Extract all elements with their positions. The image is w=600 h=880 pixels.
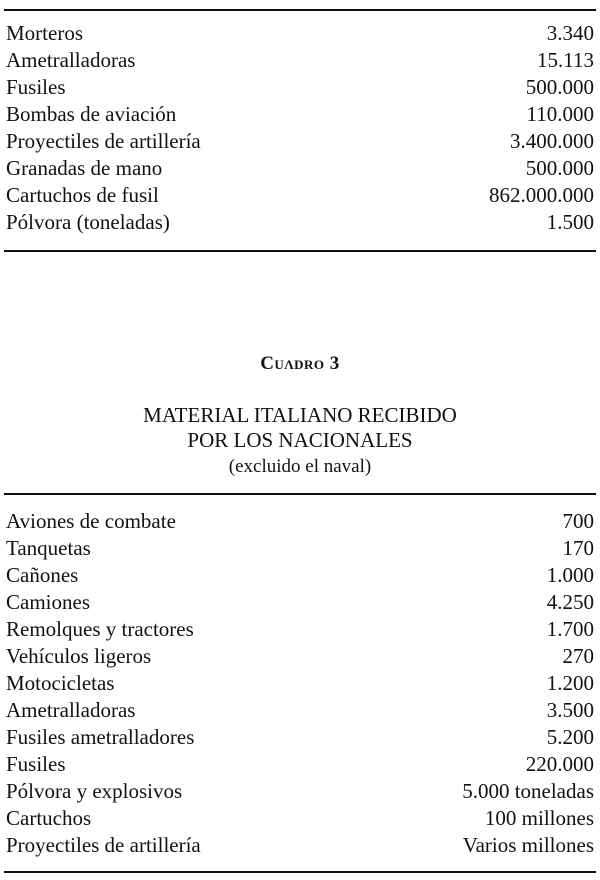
- table-row: [6, 209, 594, 236]
- row-label: Camiones: [6, 590, 90, 614]
- row-label: Pólvora (toneladas): [6, 210, 170, 234]
- row-label: Aviones de combate: [6, 509, 176, 533]
- table-row: [6, 805, 594, 832]
- row-value: 1.500: [546, 210, 594, 234]
- table-row: [6, 643, 594, 670]
- row-value: Varios millones: [462, 833, 594, 857]
- table-row: [6, 616, 594, 643]
- row-label: Bombas de aviación: [6, 102, 177, 126]
- row-value: 4.250: [546, 590, 594, 614]
- row-label: Motocicletas: [6, 671, 115, 695]
- table-row: [6, 589, 594, 616]
- table2: [6, 508, 594, 859]
- row-value: 500.000: [525, 75, 594, 99]
- table-row: [6, 778, 594, 805]
- row-label: Fusiles: [6, 75, 66, 99]
- row-label: Vehículos ligeros: [6, 644, 152, 668]
- row-value: 220.000: [525, 752, 594, 776]
- row-value: 700: [562, 509, 594, 533]
- row-value: 3.340: [546, 21, 594, 45]
- table1: [6, 20, 594, 236]
- table-row: [6, 508, 594, 535]
- row-label: Cartuchos: [6, 806, 92, 830]
- table-row: [6, 182, 594, 209]
- table-row: [6, 724, 594, 751]
- row-label: Tanquetas: [6, 536, 91, 560]
- row-value: 110.000: [526, 102, 594, 126]
- row-value: 100 millones: [484, 806, 594, 830]
- row-label: Fusiles: [6, 752, 66, 776]
- row-label: Ametralladoras: [6, 48, 136, 72]
- row-value: 3.500: [546, 698, 594, 722]
- table-title-line-1: MATERIAL ITALIANO RECIBIDO: [143, 403, 457, 427]
- row-label: Ametralladoras: [6, 698, 136, 722]
- row-value: 862.000.000: [489, 183, 594, 207]
- table-row: [6, 74, 594, 101]
- row-value: 270: [562, 644, 594, 668]
- table-row: [6, 128, 594, 155]
- table-subtitle: (excluido el naval): [228, 456, 372, 477]
- table1-top-rule: [4, 9, 596, 11]
- table-row: [6, 751, 594, 778]
- table-row: [6, 697, 594, 724]
- row-value: 15.113: [537, 48, 594, 72]
- row-value: 3.400.000: [510, 129, 594, 153]
- row-label: Cartuchos de fusil: [6, 183, 159, 207]
- row-label: Proyectiles de artillería: [6, 833, 201, 857]
- row-label: Cañones: [6, 563, 79, 587]
- table-row: [6, 155, 594, 182]
- row-value: 5.200: [546, 725, 594, 749]
- row-value: 1.000: [546, 563, 594, 587]
- row-value: 500.000: [525, 156, 594, 180]
- table-row: [6, 47, 594, 74]
- row-value: 5.000 toneladas: [462, 779, 594, 803]
- row-label: Remolques y tractores: [6, 617, 194, 641]
- table-title-line-2: POR LOS NACIONALES: [187, 428, 413, 452]
- table-number: Cuʌdro 3: [260, 353, 340, 374]
- row-value: 1.700: [546, 617, 594, 641]
- row-value: 1.200: [546, 671, 594, 695]
- table-row: [6, 562, 594, 589]
- row-label: Fusiles ametralladores: [6, 725, 195, 749]
- row-label: Granadas de mano: [6, 156, 163, 180]
- table-row: [6, 670, 594, 697]
- row-value: 170: [562, 536, 594, 560]
- table-row: [6, 535, 594, 562]
- row-label: Proyectiles de artillería: [6, 129, 201, 153]
- table1-bottom-rule: [4, 250, 596, 252]
- table2-bottom-rule: [4, 871, 596, 873]
- table-row: [6, 832, 594, 859]
- row-label: Pólvora y explosivos: [6, 779, 183, 803]
- row-label: Morteros: [6, 21, 83, 45]
- table-row: [6, 101, 594, 128]
- table-row: [6, 20, 594, 47]
- table2-top-rule: [4, 493, 596, 495]
